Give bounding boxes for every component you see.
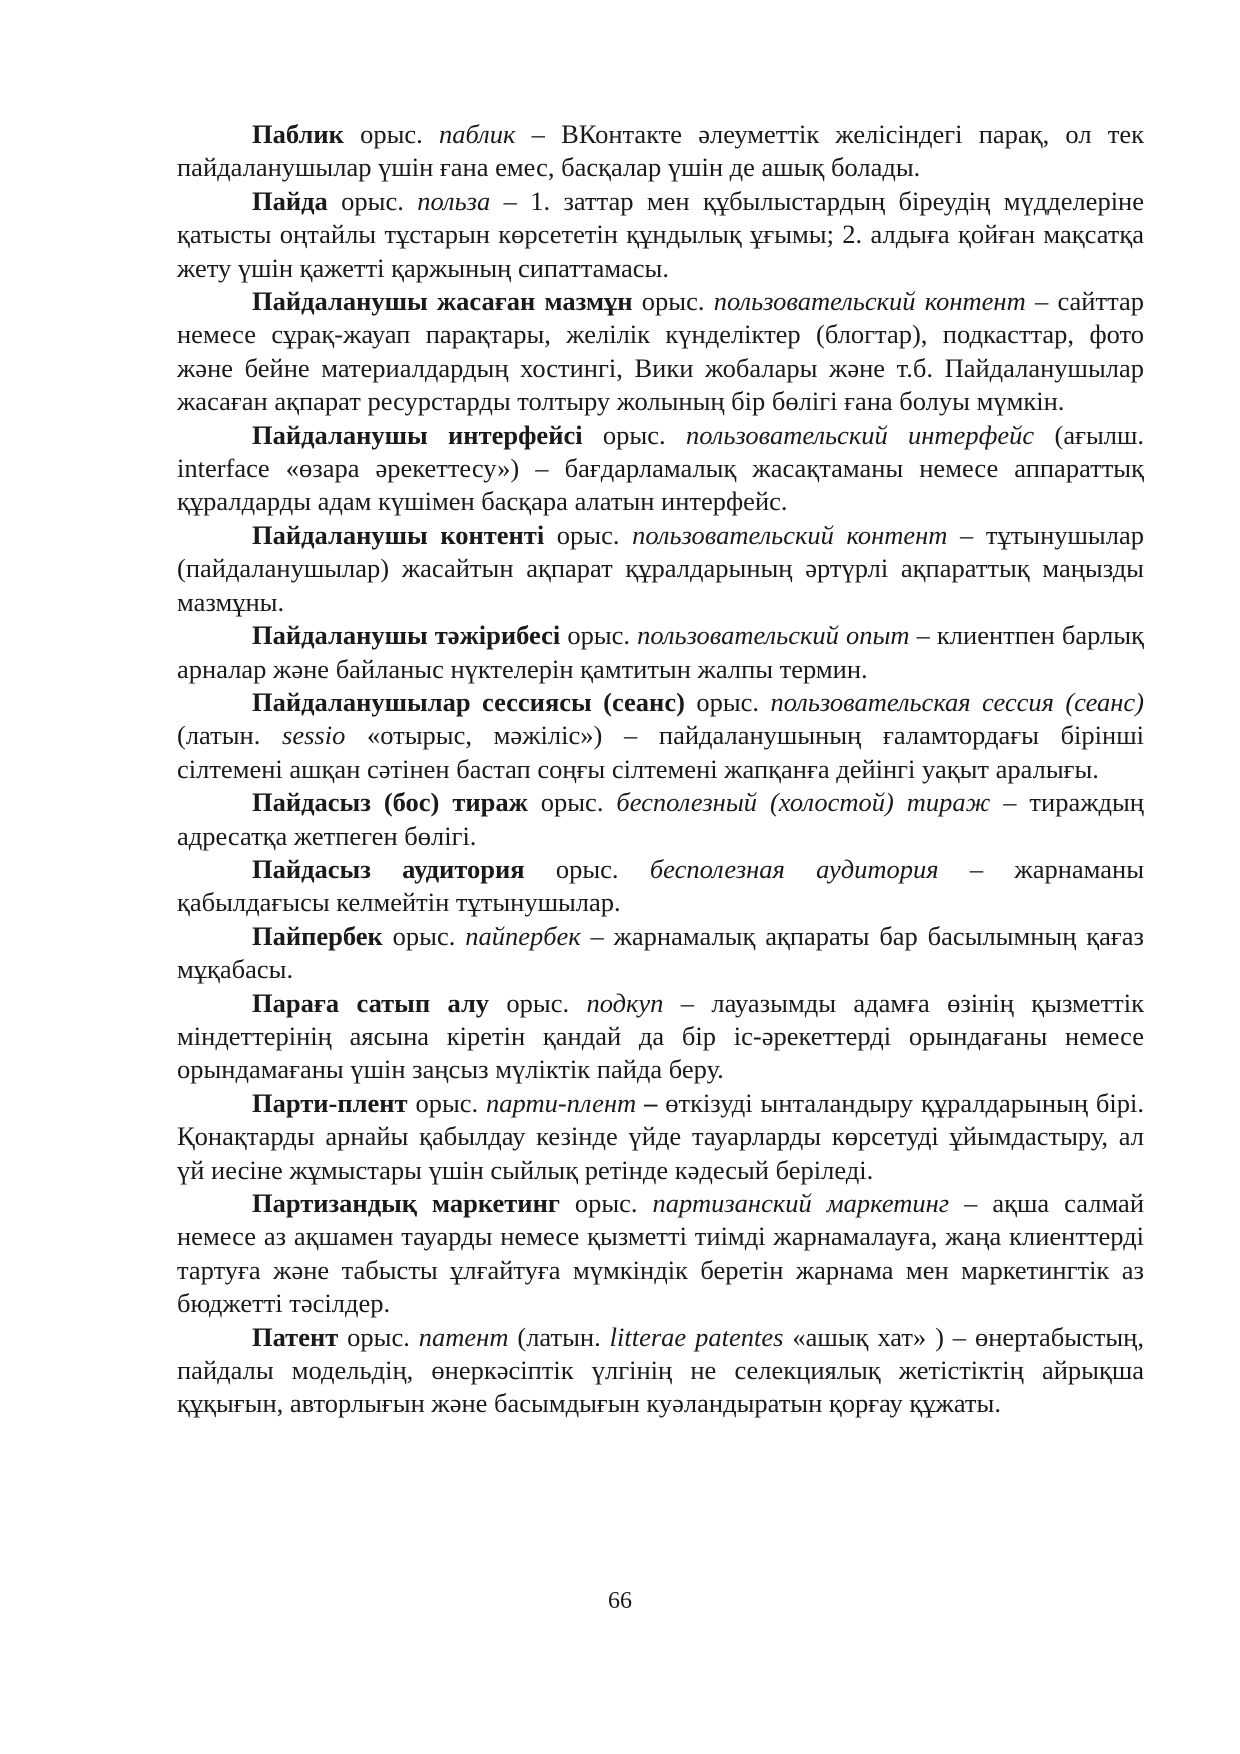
term-italic-text: партизанский маркетинг [652, 1188, 950, 1218]
term-italic-text: парти-плент [486, 1087, 637, 1118]
glossary-entry [177, 686, 1144, 786]
definition-text: – сайттар немесе сұрақ-жауап парақтары, желілік күнделіктер (блогтар), подкасттар, фото және бейне материалдардың хостингі, Вики жобалары және т.б. Пайдаланушылар жасаған ақпарат ресурстарды толтыру жолының бір бөлігі ғана болуы мүмкін. [177, 286, 1144, 417]
glossary-entry [177, 118, 1144, 185]
glossary-entry [177, 853, 1144, 920]
glossary-entry [177, 920, 1144, 987]
term-bold-text: Пайдаланушы контенті [252, 519, 545, 550]
definition-text: – жарнамалық ақпараты бар басылымның қағаз мұқабасы. [177, 920, 1144, 985]
definition-text: «ашық хат» ) – өнертабыстың, пайдалы модельдің, өнеркәсіптік үлгінің не селекциялық жетістіктің айрықша құқығын, авторлығын және басымдығын куәландыратын қорғау құжаты. [177, 1321, 1144, 1419]
definition-text: – клиентпен барлық арналар және байланыс нүктелерін қамтитын жалпы термин. [177, 620, 1144, 684]
term-bold-text: Пайдаланушы тәжірибесі [252, 620, 561, 651]
definition-text: орыс. [527, 787, 617, 818]
term-italic-text: пользовательский опыт [637, 620, 910, 651]
definition-text: орыс. [684, 686, 771, 717]
definition-text: (латын. [508, 1321, 610, 1352]
term-bold-text: Пайдаланушылар сессиясы (сеанс) [252, 686, 685, 717]
term-italic-text: пользовательская сессия (сеанс) [770, 686, 1144, 717]
definition-text: орыс. [560, 620, 638, 651]
term-bold-text: Паблик [252, 119, 344, 149]
definition-text: – 1. заттар мен құбылыстардың біреудің мүдделеріне қатысты оңтайлы тұстарын көрсететін құндылық ұғымы; 2. алдыға қойған мақсатқа жету үшін қажетті қаржының сипаттамасы. [177, 185, 1144, 283]
definition-text: – тұтынушылар (пайдаланушылар) жасайтын ақпарат құралдарының әртүрлі ақпараттық маңызды мазмұны. [177, 519, 1144, 617]
term-bold-text: Пайдаланушы интерфейсі [252, 419, 583, 450]
definition-text: – тираждың адресатқа жетпеген бөлігі. [177, 787, 1144, 851]
term-bold-text: Пайпербек [252, 920, 383, 951]
glossary-entry [177, 519, 1144, 619]
term-italic-text: бесполезная аудитория [649, 853, 939, 884]
definition-text: орыс. [544, 519, 633, 550]
term-italic-text: пользовательский контент [632, 519, 948, 550]
term-bold-text: Парти-плент [252, 1087, 408, 1118]
glossary-entry [177, 1087, 1144, 1187]
term-italic-text: паблик [439, 119, 516, 149]
term-italic-text: litterae patentes [609, 1321, 784, 1352]
page-number: 66 [608, 1588, 632, 1614]
definition-text: орыс. [582, 419, 686, 450]
definition-text: – лауазымды адамға өзінің қызметтік міндеттерінің аясына кіретін қандай да бір іс-әрекеттерді орындағаны немесе орындамағаны үшін заңсыз мүліктік пайда беру. [177, 987, 1144, 1085]
term-italic-text: sessio [282, 720, 346, 751]
term-italic-text: пайпербек [465, 920, 581, 951]
glossary-entry [177, 1187, 1144, 1321]
definition-text: орыс. [632, 286, 714, 317]
term-italic-text: подкуп [586, 987, 664, 1018]
term-bold-text: Пайдасыз аудитория [252, 853, 525, 884]
glossary-entry [177, 1321, 1144, 1421]
definition-text: орыс. [524, 853, 650, 884]
term-italic-text: патент [418, 1321, 509, 1352]
definition-text: орыс. [327, 185, 418, 216]
glossary-text [177, 118, 1144, 1421]
definition-text: – ВКонтакте әлеуметтік желісіндегі парақ, ол тек пайдаланушылар үшін ғана емес, басқалар үшін де ашық болады. [177, 119, 1144, 183]
definition-text: (латын. [177, 720, 282, 751]
glossary-entry [177, 419, 1144, 519]
term-italic-text: пользовательский интерфейс [685, 419, 1035, 450]
definition-text: «отырыс, мәжіліс») – пайдаланушының ғаламтордағы бірінші сілтемені ашқан сәтінен бастап соңғы сілтемені жапқанға дейінгі уақыт аралығы. [177, 720, 1144, 784]
term-italic-text: пользовательский контент [713, 286, 1026, 317]
term-italic-text: бесполезный (холостой) тираж [616, 787, 991, 818]
glossary-entry [177, 987, 1144, 1087]
definition-text: орыс. [559, 1188, 653, 1218]
glossary-entry [177, 285, 1144, 419]
glossary-entry [177, 619, 1144, 686]
term-bold-text: Партизандық маркетинг [252, 1188, 560, 1218]
term-bold-text: Патент [252, 1321, 339, 1352]
definition-text: өткізуді ынталандыру құралдарының бірі. Қонақтарды арнайы қабылдау кезінде үйде тауарларды көрсетуді ұйымдастыру, ал үй иесіне жұмыстары үшін сыйлық ретінде кәдесый беріледі. [177, 1087, 1144, 1185]
term-bold-text: Пайдаланушы жасаған мазмұн [252, 286, 633, 317]
glossary-entry [177, 786, 1144, 853]
definition-text: орыс. [489, 987, 587, 1018]
definition-text: – жарнаманы қабылдағысы келмейтін тұтынушылар. [177, 853, 1144, 918]
definition-text: орыс. [382, 920, 466, 951]
term-bold-text: – [636, 1087, 666, 1118]
term-italic-text: польза [417, 185, 491, 216]
term-bold-text: Параға сатып алу [252, 987, 490, 1018]
definition-text: орыс. [343, 119, 439, 149]
term-bold-text: Пайдасыз (бос) тираж [252, 787, 528, 818]
term-bold-text: Пайда [252, 185, 328, 216]
definition-text: (ағылш. interface «өзара әрекеттесу») – бағдарламалық жасақтаманы немесе аппараттық құралдарды адам күшімен басқара алатын интерфейс. [177, 419, 1145, 517]
definition-text: – ақша салмай немесе аз ақшамен тауарды немесе қызметті тиімді жарнамалауға, жаңа клиенттерді тартуға және табысты ұлғайтуға мүмкіндік беретін жарнама мен маркетингтік аз бюджетті тәсілдер. [177, 1188, 1144, 1319]
definition-text: орыс. [338, 1321, 419, 1352]
definition-text: орыс. [407, 1087, 487, 1118]
glossary-entry [177, 185, 1144, 285]
